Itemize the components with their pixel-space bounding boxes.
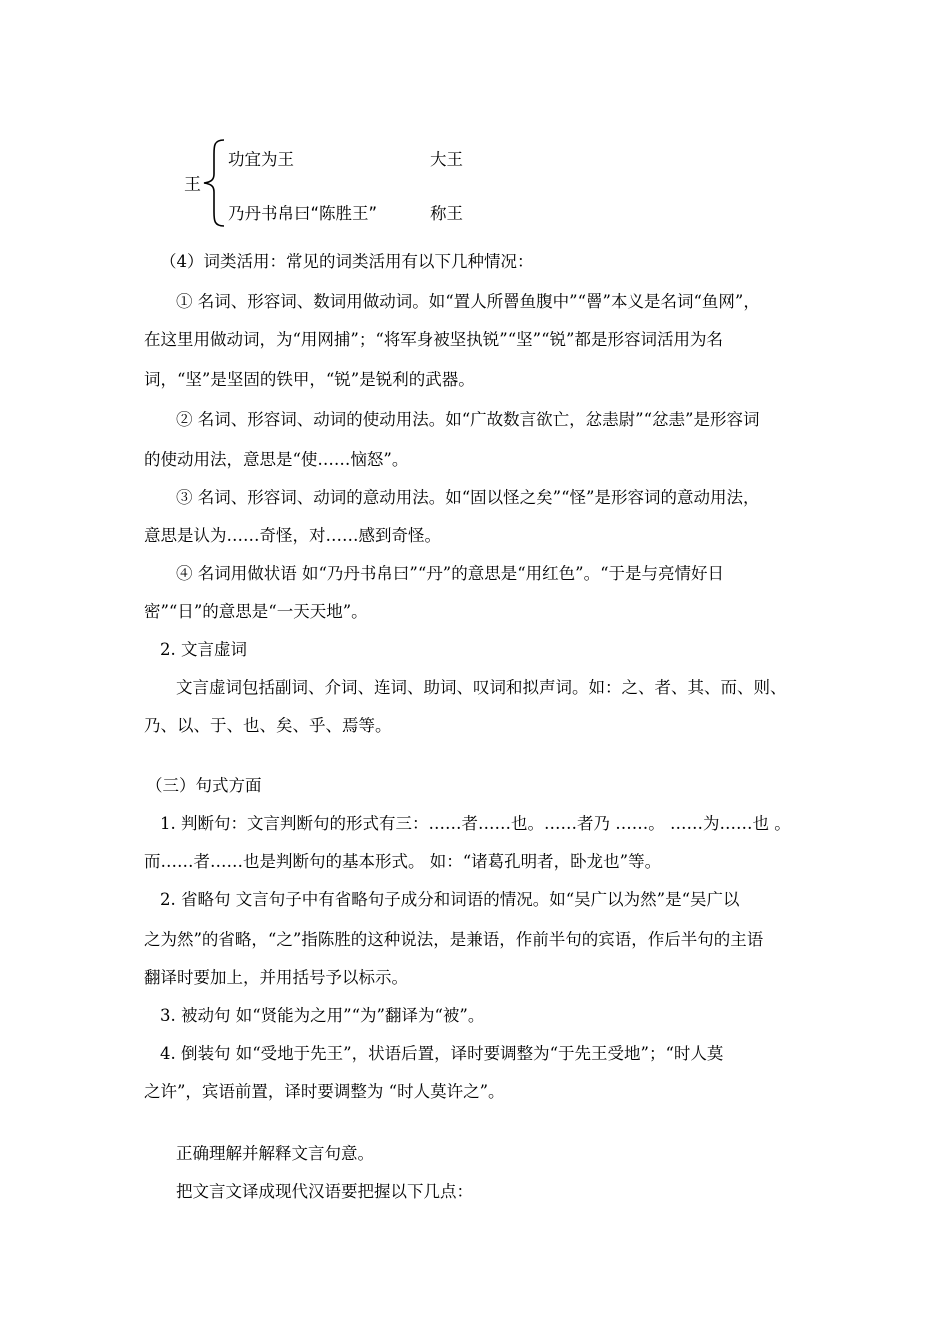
paragraph-line: 翻译时要加上，并用括号予以标示。: [144, 968, 408, 987]
paragraph-line: ④ 名词用做状语 如“乃丹书帛曰”“丹”的意思是“用红色”。“于是与亮情好日: [176, 564, 725, 583]
paragraph-line: ③ 名词、形容词、动词的意动用法。如“固以怪之矣”“怪”是形容词的意动用法，: [176, 488, 760, 507]
section-heading-sentence-patterns: （三）句式方面: [146, 776, 262, 795]
diagram-root: 王: [184, 175, 201, 195]
paragraph-line: 的使动用法，意思是“使……恼怒”。: [144, 450, 409, 469]
paragraph-line: 之为然”的省略，“之”指陈胜的这种说法，是兼语，作前半句的宾语，作后半句的主语: [144, 930, 764, 949]
paragraph-line: 文言虚词包括副词、介词、连词、助词、叹词和拟声词。如：之、者、其、而、则、: [176, 678, 787, 697]
paragraph-line: 1. 判断句：文言判断句的形式有三：……者……也。……者乃 ……。 ……为……也 。: [160, 814, 791, 833]
paragraph-line: 3. 被动句 如“贤能为之用”“为”翻译为“被”。: [160, 1006, 485, 1025]
diagram-row2-phrase: 乃丹书帛曰“陈胜王”: [228, 204, 378, 223]
paragraph-line: ① 名词、形容词、数词用做动词。如“置人所罾鱼腹中”“罾”本义是名词“鱼网”，: [176, 292, 760, 311]
brace-icon: [198, 138, 228, 228]
section-heading-word-class: （4）词类活用：常见的词类活用有以下几种情况：: [160, 252, 534, 271]
diagram-row1-meaning: 大王: [430, 150, 463, 169]
paragraph-line: ② 名词、形容词、动词的使动用法。如“广故数言欲亡，忿恚尉”“忿恚”是形容词: [176, 410, 760, 429]
diagram-row2-meaning: 称王: [430, 204, 463, 223]
paragraph-line: 密”“日”的意思是“一天天地”。: [144, 602, 368, 621]
paragraph-line: 意思是认为……奇怪，对……感到奇怪。: [144, 526, 441, 545]
paragraph-line: 正确理解并解释文言句意。: [176, 1144, 374, 1163]
paragraph-line: 2. 省略句 文言句子中有省略句子成分和词语的情况。如“吴广以为然”是“吴广以: [160, 890, 740, 909]
section-heading-function-words: 2. 文言虚词: [160, 640, 247, 659]
paragraph-line: 而……者……也是判断句的基本形式。 如：“诸葛孔明者，卧龙也”等。: [144, 852, 662, 871]
paragraph-line: 把文言文译成现代汉语要把握以下几点：: [176, 1182, 473, 1201]
paragraph-line: 4. 倒装句 如“受地于先王”，状语后置，译时要调整为“于先王受地”；“时人莫: [160, 1044, 724, 1063]
paragraph-line: 词，“坚”是坚固的铁甲，“锐”是锐利的武器。: [144, 370, 475, 389]
paragraph-line: 在这里用做动词，为“用网捕”；“将军身被坚执锐”“坚”“锐”都是形容词活用为名: [144, 330, 723, 349]
paragraph-line: 之许”，宾语前置，译时要调整为 “时人莫许之”。: [144, 1082, 505, 1101]
paragraph-line: 乃、以、于、也、矣、乎、焉等。: [144, 716, 392, 735]
diagram-row1-phrase: 功宜为王: [228, 150, 294, 169]
